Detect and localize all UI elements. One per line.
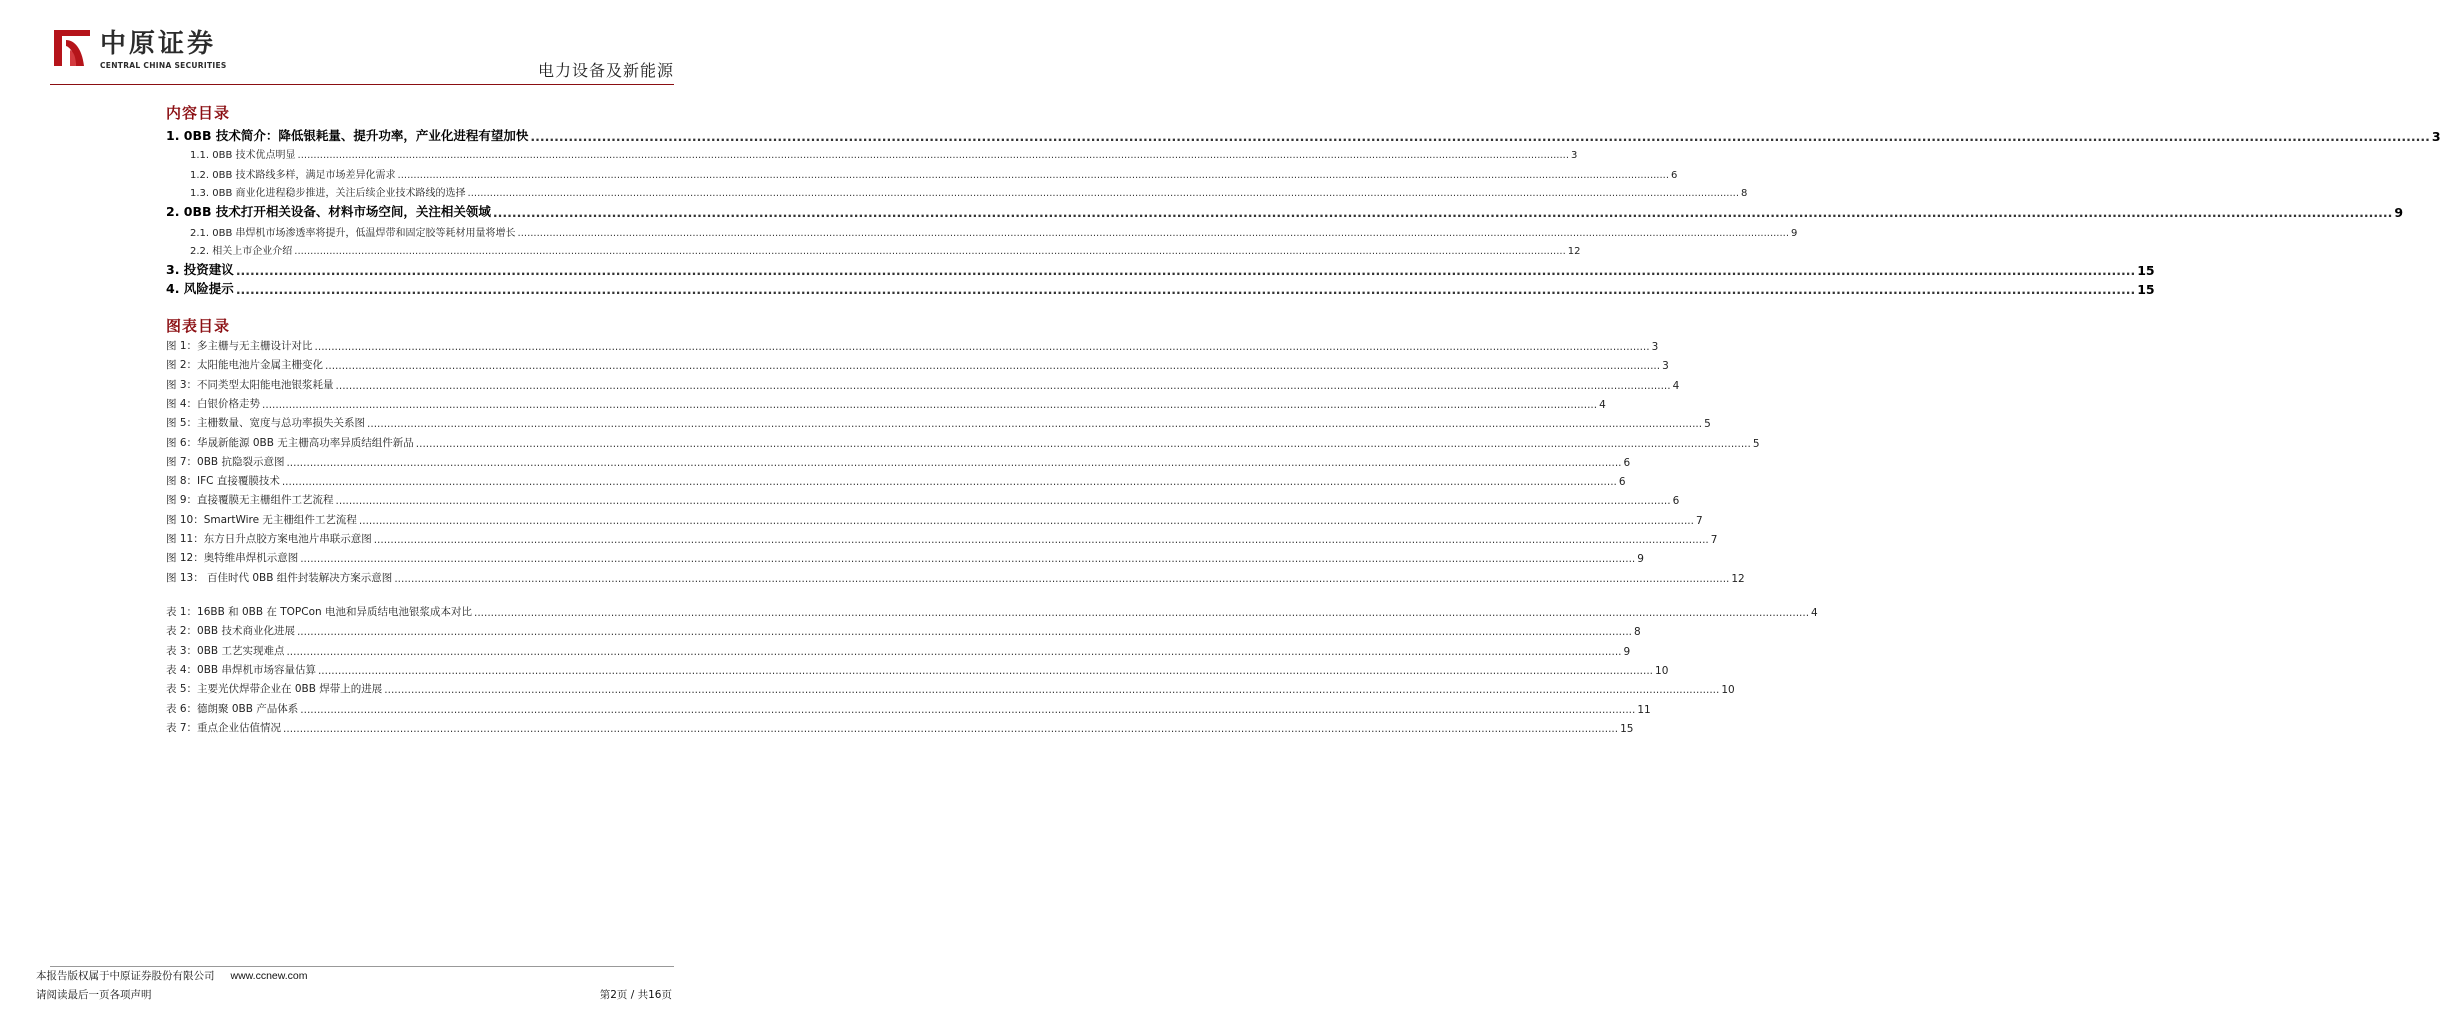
- logo-english-name: CENTRAL CHINA SECURITIES: [100, 61, 227, 70]
- figure-list-item[interactable]: [166, 549, 1644, 566]
- figure-list-item-label: 图 1：多主栅与无主栅设计对比: [166, 340, 313, 352]
- logo-chinese-name: 中原证券: [100, 29, 217, 59]
- dot-leader: ................................................................................................................................................................................................................................................................................................................................................................................................................: [262, 398, 1598, 411]
- footer-page-info: 第2页 / 共16页: [599, 989, 672, 1001]
- figure-list-item-page-number: 6: [1623, 456, 1631, 469]
- table-list-item-page-number: 10: [1655, 664, 1669, 677]
- figure-list-item-page-number: 7: [1710, 534, 1718, 546]
- toc-chapter-item-page-number: 15: [2137, 282, 2155, 297]
- table-list-item-label: 表 6：德朗聚 0BB 产品体系: [166, 702, 299, 715]
- figure-list-item[interactable]: [166, 356, 1669, 373]
- footer-disclaimer: 请阅读最后一页各项声明: [36, 989, 152, 1001]
- figure-list-item[interactable]: [166, 530, 1718, 546]
- toc-section-item-label: 1.2. 0BB 技术路线多样，满足市场差异化需求: [190, 170, 396, 181]
- figure-list-item[interactable]: [166, 395, 1606, 411]
- figure-list-item[interactable]: [166, 491, 1680, 508]
- table-list-item-label: 表 4：0BB 串焊机市场容量估算: [166, 663, 316, 676]
- toc-heading: 内容目录: [166, 104, 231, 122]
- toc-chapter-item-page-number: 3: [2431, 129, 2441, 144]
- toc-chapter-item[interactable]: [166, 202, 2404, 220]
- toc-section-item-label: 1.1. 0BB 技术优点明显: [190, 150, 296, 161]
- dot-leader: ................................................................................................................................................................................................................................................................................................................................................................................................................: [300, 553, 1636, 566]
- figure-list-item-page-number: 6: [1672, 495, 1680, 508]
- figure-list-item-page-number: 9: [1637, 553, 1644, 566]
- toc-section-item[interactable]: [190, 184, 1748, 199]
- dot-leader: ................................................................................................................................................................................................................................................................................................................................................................................................................: [294, 246, 1566, 257]
- table-list-item-label: 表 3：0BB 工艺实现难点: [166, 644, 285, 657]
- table-list-item[interactable]: [166, 642, 1631, 658]
- figure-list-item[interactable]: [166, 414, 1711, 431]
- toc-chapter-item-label: 3. 投资建议: [166, 262, 234, 277]
- dot-leader: ................................................................................................................................................................................................................................................................................................................................................................................................................: [517, 228, 1790, 239]
- figure-list-item-label: 图 8：IFC 直接覆膜技术: [166, 475, 280, 488]
- table-list-item-page-number: 11: [1637, 703, 1651, 716]
- toc-section-item-page-number: 6: [1671, 170, 1678, 181]
- figure-list-item-label: 图 10：SmartWire 无主栅组件工艺流程: [166, 513, 357, 526]
- dot-leader: ................................................................................................................................................................................................................................................................................................................................................................................................................: [281, 476, 1617, 489]
- figure-list-item-label: 图 9：直接覆膜无主栅组件工艺流程: [166, 494, 334, 507]
- figure-list-item-label: 图 4：白银价格走势: [166, 397, 261, 410]
- figure-list-item-page-number: 5: [1704, 418, 1711, 431]
- dot-leader: ................................................................................................................................................................................................................................................................................................................................................................................................................: [367, 418, 1703, 431]
- figure-list-item-page-number: 6: [1618, 476, 1626, 489]
- table-list-item-label: 表 5：主要光伏焊带企业在 0BB 焊带上的进展: [166, 683, 383, 696]
- table-list-item[interactable]: [166, 700, 1651, 716]
- dot-leader: ................................................................................................................................................................................................................................................................................................................................................................................................................: [373, 534, 1709, 546]
- toc-chapter-item[interactable]: [166, 126, 2441, 144]
- report-section-title: 电力设备及新能源: [537, 61, 674, 80]
- figure-list-item-label: 图 5：主栅数量、宽度与总功率损失关系图: [166, 417, 366, 430]
- toc-section-item-page-number: 12: [1567, 246, 1581, 257]
- table-list-item[interactable]: [166, 603, 1818, 619]
- page-header: [0, 0, 724, 86]
- dot-leader: ................................................................................................................................................................................................................................................................................................................................................................................................................: [286, 456, 1622, 469]
- toc-chapter-item-page-number: 9: [2394, 205, 2404, 220]
- toc-section-item-page-number: 3: [1571, 150, 1578, 161]
- toc-section-item-page-number: 9: [1791, 228, 1798, 239]
- table-list-item[interactable]: [166, 719, 1634, 735]
- table-list-item-page-number: 15: [1620, 722, 1634, 735]
- table-list-item-label: 表 1：16BB 和 0BB 在 TOPCon 电池和异质结电池银浆成本对比: [166, 606, 472, 618]
- dot-leader: ................................................................................................................................................................................................................................................................................................................................................................................................................: [325, 360, 1661, 373]
- dot-leader: ................................................................................................................................................................................................................................................................................................................................................................................................................: [297, 150, 1570, 161]
- dot-leader: ................................................................................................................................................................................................................................................................................................................................................................................................................: [317, 664, 1654, 677]
- figure-list-item-page-number: 4: [1672, 379, 1680, 392]
- company-logo: [50, 26, 230, 72]
- figure-list-item-label: 图 11：东方日升点胶方案电池片串联示意图: [166, 533, 372, 545]
- table-list-item[interactable]: [166, 622, 1641, 639]
- figure-list-item[interactable]: [166, 511, 1703, 527]
- dot-leader: ................................................................................................................................................................................................................................................................................................................................................................................................................: [492, 205, 2393, 220]
- toc-section-item[interactable]: [190, 224, 1798, 239]
- dot-leader: ................................................................................................................................................................................................................................................................................................................................................................................................................: [286, 645, 1622, 658]
- toc-chapter-item[interactable]: [166, 279, 2155, 297]
- figure-list-item-page-number: 4: [1599, 398, 1606, 411]
- table-list-item[interactable]: [166, 661, 1669, 677]
- figure-list-item[interactable]: [166, 453, 1631, 469]
- table-list-item-label: 表 7：重点企业估值情况: [166, 721, 282, 734]
- dot-leader: ................................................................................................................................................................................................................................................................................................................................................................................................................: [415, 437, 1751, 450]
- figure-list-item[interactable]: [166, 434, 1760, 450]
- dot-leader: ................................................................................................................................................................................................................................................................................................................................................................................................................: [530, 129, 2430, 144]
- footer-url-link[interactable]: www.ccnew.com: [230, 970, 308, 982]
- figure-list-item-label: 图 7：0BB 抗隐裂示意图: [166, 455, 285, 468]
- dot-leader: ................................................................................................................................................................................................................................................................................................................................................................................................................: [335, 379, 1671, 392]
- figure-list-item[interactable]: [166, 569, 1745, 585]
- table-list-item-page-number: 4: [1811, 607, 1818, 619]
- figure-list-item-label: 图 13： 百佳时代 0BB 组件封装解决方案示意图: [166, 571, 393, 584]
- figure-list-item-label: 图 3：不同类型太阳能电池银浆耗量: [166, 378, 334, 391]
- figure-list-item-page-number: 7: [1695, 514, 1703, 527]
- dot-leader: ................................................................................................................................................................................................................................................................................................................................................................................................................: [384, 684, 1720, 697]
- figure-list-item-page-number: 3: [1662, 360, 1669, 373]
- dot-leader: ................................................................................................................................................................................................................................................................................................................................................................................................................: [300, 703, 1636, 716]
- table-list-item-page-number: 10: [1721, 684, 1735, 697]
- figure-list-item-page-number: 3: [1651, 341, 1659, 353]
- figure-list-item-label: 图 12：奥特维串焊机示意图: [166, 552, 299, 565]
- footer-copyright-line: [36, 968, 308, 983]
- figure-list-item[interactable]: [166, 337, 1659, 353]
- table-list-item-page-number: 9: [1623, 645, 1631, 658]
- figure-list-item-page-number: 12: [1731, 572, 1745, 585]
- toc-section-item[interactable]: [190, 146, 1578, 161]
- toc-section-item-label: 1.3. 0BB 商业化进程稳步推进，关注后续企业技术路线的选择: [190, 188, 466, 199]
- toc-chapter-item-label: 2. 0BB 技术打开相关设备、材料市场空间，关注相关领域: [166, 204, 491, 219]
- toc-chapter-item-label: 1. 0BB 技术简介：降低银耗量、提升功率，产业化进程有望加快: [166, 128, 529, 143]
- dot-leader: ................................................................................................................................................................................................................................................................................................................................................................................................................: [394, 572, 1730, 585]
- toc-section-item[interactable]: [190, 242, 1581, 257]
- header-divider: [50, 84, 674, 85]
- figure-list-item-label: 图 6：华晟新能源 0BB 无主栅高功率异质结组件新品: [166, 436, 414, 449]
- toc-chapter-item-label: 4. 风险提示: [166, 281, 234, 296]
- figure-list-item[interactable]: [166, 376, 1680, 392]
- dot-leader: ................................................................................................................................................................................................................................................................................................................................................................................................................: [235, 263, 2136, 278]
- table-list-item-page-number: 8: [1634, 626, 1641, 639]
- table-list-item-label: 表 2：0BB 技术商业化进展: [166, 625, 295, 638]
- toc-section-item-label: 2.1. 0BB 串焊机市场渗透率将提升，低温焊带和固定胶等耗材用量将增长: [190, 228, 516, 239]
- toc-section-item-page-number: 8: [1741, 188, 1748, 199]
- toc-chapter-item[interactable]: [166, 260, 2155, 278]
- dot-leader: ................................................................................................................................................................................................................................................................................................................................................................................................................: [283, 722, 1619, 735]
- figure-list-item-label: 图 2：太阳能电池片金属主栅变化: [166, 359, 324, 372]
- toc-section-item[interactable]: [190, 166, 1678, 181]
- dot-leader: ................................................................................................................................................................................................................................................................................................................................................................................................................: [397, 170, 1670, 181]
- dot-leader: ................................................................................................................................................................................................................................................................................................................................................................................................................: [235, 282, 2136, 297]
- logo-mark-icon: [50, 26, 94, 70]
- toc-chapter-item-page-number: 15: [2137, 263, 2155, 278]
- toc-section-item-label: 2.2. 相关上市企业介绍: [190, 246, 293, 257]
- figure-list-item-page-number: 5: [1752, 437, 1760, 450]
- figure-list-item[interactable]: [166, 472, 1626, 489]
- dot-leader: ................................................................................................................................................................................................................................................................................................................................................................................................................: [358, 514, 1694, 527]
- table-list-item[interactable]: [166, 680, 1735, 697]
- footer-copyright: 本报告版权属于中原证券股份有限公司: [36, 970, 215, 982]
- figures-heading: 图表目录: [166, 317, 231, 335]
- dot-leader: ................................................................................................................................................................................................................................................................................................................................................................................................................: [335, 495, 1671, 508]
- dot-leader: ................................................................................................................................................................................................................................................................................................................................................................................................................: [296, 626, 1633, 639]
- dot-leader: ................................................................................................................................................................................................................................................................................................................................................................................................................: [314, 341, 1650, 353]
- dot-leader: ................................................................................................................................................................................................................................................................................................................................................................................................................: [473, 607, 1810, 619]
- footer-divider: [50, 966, 674, 967]
- dot-leader: ................................................................................................................................................................................................................................................................................................................................................................................................................: [467, 188, 1740, 199]
